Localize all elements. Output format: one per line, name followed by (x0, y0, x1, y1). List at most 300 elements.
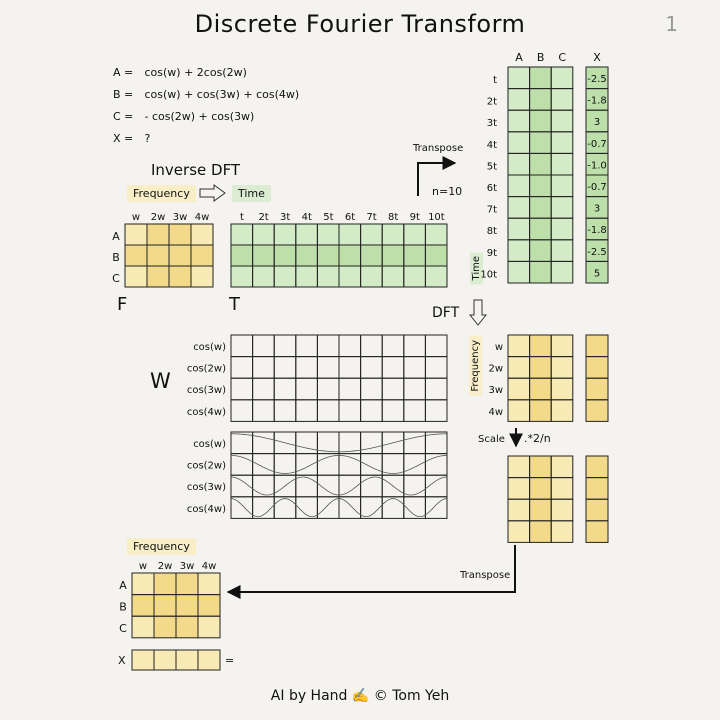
w-matrix-cell (361, 400, 383, 422)
time-label-vertical: Time (470, 252, 483, 284)
x-result-row-cell (132, 650, 154, 670)
wave-matrix-cell-border (404, 432, 426, 454)
result-matrix-cell (176, 573, 198, 595)
scaled-x-column-cell (586, 478, 608, 500)
w-matrix-cell-border (382, 335, 404, 357)
time-abc-matrix-cell (551, 218, 573, 240)
wave-matrix-cell-border (339, 497, 361, 519)
result-matrix-cell (154, 573, 176, 595)
time-abc-matrix-cell (508, 240, 530, 262)
w-matrix-cell (317, 335, 339, 357)
wave-matrix-cell (253, 475, 275, 497)
scaled-matrix-cell (508, 456, 530, 478)
w-matrix-cell-border (274, 400, 296, 422)
x-col-label: X (593, 51, 601, 64)
time-abc-matrix-cell (530, 110, 552, 132)
right-row-label: 4t (486, 139, 497, 151)
w-matrix-cell (425, 357, 447, 379)
w-matrix-cell (274, 400, 296, 422)
wave-matrix-cell (231, 497, 253, 519)
wave-matrix-cell-border (404, 475, 426, 497)
w-matrix-cell-border (361, 400, 383, 422)
wave-matrix-cell (296, 454, 318, 476)
time-abc-matrix-cell (551, 153, 573, 175)
n-label: n=10 (432, 185, 463, 198)
wave-matrix-cell-border (296, 454, 318, 476)
w-matrix-cell-border (404, 357, 426, 379)
wave-matrix-cell-border (253, 475, 275, 497)
dft-down-arrow (470, 300, 486, 325)
freq-x-column-cell (586, 335, 608, 357)
t-matrix-cell (382, 224, 404, 245)
t-matrix-cell (231, 224, 253, 245)
wave-matrix-cell-border (361, 454, 383, 476)
f-row-label: A (112, 230, 120, 243)
x-value: -2.5 (587, 246, 607, 258)
result-matrix-cell (198, 595, 220, 617)
t-matrix-cell (382, 266, 404, 287)
right-row-label: 6t (486, 183, 497, 194)
t-matrix-cell (253, 224, 275, 245)
t-matrix-cell (296, 266, 318, 287)
time-abc-matrix-cell (551, 89, 573, 111)
w-matrix-cell (317, 400, 339, 422)
scale-label: Scale (478, 434, 505, 445)
wave-matrix-cell-border (404, 454, 426, 476)
right-col-label: C (558, 51, 567, 64)
result-matrix-cell (176, 595, 198, 617)
w-matrix-cell-border (382, 378, 404, 400)
time-abc-matrix-cell (551, 67, 573, 89)
w-matrix-cell-border (317, 335, 339, 357)
scaled-matrix-cell (551, 499, 573, 521)
scaled-matrix-cell (551, 478, 573, 500)
freq-row-label: 2w (488, 363, 503, 375)
wave-matrix-cell (404, 454, 426, 476)
wave-row-label: cos(2w) (186, 460, 226, 472)
w-matrix-cell-border (231, 378, 253, 400)
t-col-label: 10t (428, 212, 445, 223)
result-matrix-cell (132, 616, 154, 638)
w-matrix-cell-border (404, 400, 426, 422)
wave-matrix-cell (382, 454, 404, 476)
transpose-label-top: Transpose (413, 143, 464, 154)
scaled-matrix-cell (530, 521, 552, 543)
wave-matrix-cell-border (382, 497, 404, 519)
wave-row-label: cos(3w) (186, 482, 226, 494)
freq-x-column-cell (586, 378, 608, 400)
w-matrix-cell (425, 378, 447, 400)
scaled-matrix-cell (508, 521, 530, 543)
x-value: -1.0 (587, 160, 607, 172)
f-col-label: 4w (194, 212, 210, 223)
w-matrix-cell (253, 378, 275, 400)
w-matrix-cell-border (296, 400, 318, 422)
freq-to-time-arrow (200, 185, 225, 201)
w-matrix-cell-border (382, 400, 404, 422)
transpose-label-bottom: Transpose (460, 570, 511, 581)
x-value: 3 (593, 203, 601, 215)
w-matrix-cell-border (425, 357, 447, 379)
right-col-label: B (536, 51, 545, 64)
wave-row-label: cos(w) (193, 439, 226, 450)
f-col-label: w (131, 212, 141, 223)
w-matrix-cell-border (339, 335, 361, 357)
t-col-label: 2t (258, 212, 269, 223)
result-matrix-cell (154, 595, 176, 617)
result-matrix-cell (176, 616, 198, 638)
w-matrix-cell (404, 357, 426, 379)
w-matrix-label: W (150, 369, 171, 393)
w-matrix-cell-border (253, 400, 275, 422)
w-matrix-cell-border (361, 357, 383, 379)
w-matrix-cell-border (274, 335, 296, 357)
f-row-label: B (112, 251, 120, 264)
right-row-label: 5t (486, 161, 497, 173)
result-col-label: 2w (157, 561, 173, 572)
frequency-label-bottom: Frequency (127, 538, 196, 555)
t-matrix-cell (404, 266, 426, 287)
w-matrix-cell (382, 357, 404, 379)
result-row-label: A (119, 579, 127, 592)
t-matrix-cell (317, 224, 339, 245)
t-matrix-cell (404, 245, 426, 266)
time-abc-matrix-cell (551, 261, 573, 283)
wave-matrix-cell (339, 497, 361, 519)
wave-matrix-cell (274, 497, 296, 519)
equals-sign: = (225, 654, 235, 667)
right-row-label: 3t (486, 118, 497, 130)
w-matrix-cell-border (339, 378, 361, 400)
w-matrix-cell-border (231, 400, 253, 422)
x-value: 3 (593, 117, 601, 129)
t-matrix-cell (361, 266, 383, 287)
t-matrix-cell (339, 224, 361, 245)
scaled-matrix-cell (530, 456, 552, 478)
w-matrix-cell-border (404, 378, 426, 400)
w-matrix-cell-border (425, 378, 447, 400)
t-col-label: 8t (388, 212, 399, 223)
x-result-row-cell (176, 650, 198, 670)
wave-matrix-cell-border (296, 432, 318, 454)
freq-abc-matrix-cell (508, 378, 530, 400)
t-matrix-cell (253, 245, 275, 266)
w-matrix-cell (339, 357, 361, 379)
t-matrix-cell (361, 245, 383, 266)
f-matrix-cell (191, 224, 213, 245)
w-matrix-cell (339, 378, 361, 400)
right-row-label: t (493, 75, 497, 86)
page-number: 1 (665, 12, 678, 36)
transpose-arrow-top (418, 163, 455, 196)
t-matrix-cell (317, 266, 339, 287)
time-abc-matrix-cell (508, 153, 530, 175)
x-value: -1.8 (587, 95, 607, 107)
result-col-label: 4w (201, 561, 217, 572)
w-matrix-cell (382, 335, 404, 357)
t-col-label: 9t (409, 212, 420, 223)
f-matrix-label: F (117, 294, 128, 315)
x-value: -2.5 (587, 74, 607, 85)
time-abc-matrix-cell (551, 175, 573, 197)
inverse-dft-label: Inverse DFT (151, 161, 241, 179)
scaled-x-column-cell (586, 499, 608, 521)
w-matrix-cell (253, 335, 275, 357)
wave-matrix-cell (361, 475, 383, 497)
wave-matrix-cell-border (274, 454, 296, 476)
equation-x: X = ? (113, 132, 151, 145)
wave-matrix-cell (317, 497, 339, 519)
result-row-label: B (119, 600, 127, 614)
wave-matrix-cell-border (361, 475, 383, 497)
scaled-x-column-cell (586, 521, 608, 543)
wave-matrix-cell (253, 454, 275, 476)
freq-row-label: w (494, 342, 503, 353)
w-matrix-cell (296, 400, 318, 422)
t-col-label: 5t (323, 212, 334, 223)
wave-matrix-cell (253, 432, 275, 454)
w-matrix-cell (296, 357, 318, 379)
w-matrix-cell (253, 357, 275, 379)
freq-abc-matrix-cell (530, 335, 552, 357)
w-matrix-cell-border (339, 400, 361, 422)
w-matrix-cell (317, 378, 339, 400)
time-abc-matrix-cell (508, 261, 530, 283)
time-abc-matrix-cell (508, 218, 530, 240)
dft-label: DFT (432, 305, 460, 321)
result-matrix-cell (198, 616, 220, 638)
t-matrix-cell (231, 266, 253, 287)
w-matrix-cell (317, 357, 339, 379)
time-abc-matrix-cell (508, 110, 530, 132)
w-matrix-cell (339, 400, 361, 422)
time-abc-matrix-cell (530, 132, 552, 154)
w-matrix-cell (274, 378, 296, 400)
f-row-label: C (112, 272, 120, 285)
w-matrix-cell (382, 400, 404, 422)
w-matrix-cell-border (361, 335, 383, 357)
w-matrix-cell (231, 335, 253, 357)
w-matrix-cell (296, 378, 318, 400)
f-matrix-cell (147, 224, 169, 245)
wave-matrix-cell-border (296, 475, 318, 497)
f-matrix-cell (125, 224, 147, 245)
freq-x-column-cell (586, 400, 608, 422)
t-matrix-label: T (229, 294, 240, 315)
transpose-arrow-bottom (228, 545, 515, 592)
freq-abc-matrix-cell (530, 378, 552, 400)
freq-abc-matrix-cell (508, 357, 530, 379)
w-matrix-cell-border (382, 357, 404, 379)
w-matrix-cell (231, 378, 253, 400)
wave-matrix-cell (404, 432, 426, 454)
t-col-label: 7t (366, 212, 377, 223)
freq-abc-matrix-cell (551, 335, 573, 357)
w-matrix-cell (404, 378, 426, 400)
page-title: Discrete Fourier Transform (194, 10, 526, 38)
t-matrix-cell (317, 245, 339, 266)
w-matrix-cell-border (404, 335, 426, 357)
x-row-label: X (118, 654, 126, 667)
w-matrix-cell (404, 335, 426, 357)
f-matrix-cell (125, 245, 147, 266)
result-matrix-cell (132, 573, 154, 595)
right-row-label: 7t (486, 204, 497, 216)
w-matrix-cell-border (361, 378, 383, 400)
x-value: -0.7 (587, 182, 607, 193)
freq-abc-matrix-cell (530, 357, 552, 379)
w-matrix-cell (296, 335, 318, 357)
f-matrix-cell (147, 245, 169, 266)
f-matrix-cell (169, 245, 191, 266)
freq-abc-matrix-cell (551, 357, 573, 379)
x-value: 5 (593, 268, 601, 280)
t-matrix-cell (296, 245, 318, 266)
result-matrix-cell (198, 573, 220, 595)
frequency-label-top: Frequency (127, 185, 196, 202)
equation-c: C = - cos(2w) + cos(3w) (113, 110, 255, 123)
t-matrix-cell (274, 266, 296, 287)
x-result-row-cell (198, 650, 220, 670)
time-abc-matrix-cell (508, 132, 530, 154)
freq-abc-matrix-cell (530, 400, 552, 422)
w-row-label: cos(2w) (186, 363, 226, 375)
w-matrix-cell (253, 400, 275, 422)
time-abc-matrix-cell (530, 240, 552, 262)
w-matrix-cell-border (253, 335, 275, 357)
wave-row-label: cos(4w) (186, 503, 226, 515)
w-matrix-cell (361, 335, 383, 357)
t-matrix-cell (296, 224, 318, 245)
w-matrix-cell-border (425, 400, 447, 422)
wave-matrix-cell-border (231, 497, 253, 519)
time-abc-matrix-cell (530, 89, 552, 111)
f-matrix-cell (191, 245, 213, 266)
result-col-label: w (138, 561, 148, 572)
wave-matrix-cell-border (253, 432, 275, 454)
right-row-label: 2t (486, 96, 497, 108)
x-result-row-cell (154, 650, 176, 670)
x-value: -1.8 (587, 225, 607, 237)
w-matrix-cell-border (253, 378, 275, 400)
time-abc-matrix-cell (508, 175, 530, 197)
wave-matrix-cell (361, 454, 383, 476)
t-matrix-cell (274, 245, 296, 266)
w-matrix-cell-border (231, 335, 253, 357)
wave-matrix-cell (382, 497, 404, 519)
t-matrix-cell (339, 245, 361, 266)
t-col-label: 6t (344, 212, 356, 223)
w-matrix-cell-border (425, 335, 447, 357)
t-col-label: 3t (280, 212, 291, 223)
time-abc-matrix-cell (508, 67, 530, 89)
f-matrix-cell (169, 224, 191, 245)
time-abc-matrix-cell (530, 197, 552, 219)
wave-matrix-cell (404, 475, 426, 497)
w-matrix-cell (274, 357, 296, 379)
result-row-label: C (119, 622, 127, 636)
w-matrix-cell (404, 400, 426, 422)
w-matrix-cell-border (296, 335, 318, 357)
wave-matrix-cell-border (425, 497, 447, 519)
right-row-label: 10t (480, 269, 497, 281)
wave-matrix-cell-border (317, 497, 339, 519)
result-col-label: 3w (179, 561, 195, 572)
scaled-matrix-cell (551, 521, 573, 543)
right-row-label: 8t (486, 226, 497, 238)
t-matrix-cell (425, 224, 447, 245)
time-abc-matrix-cell (508, 89, 530, 111)
freq-abc-matrix-cell (508, 400, 530, 422)
scaled-x-column-cell (586, 456, 608, 478)
w-row-label: cos(4w) (186, 406, 226, 418)
time-abc-matrix-cell (551, 197, 573, 219)
f-matrix-cell (125, 266, 147, 287)
x-value: -0.7 (587, 138, 607, 150)
w-matrix-cell (274, 335, 296, 357)
t-matrix-cell (425, 245, 447, 266)
wave-matrix-cell-border (361, 432, 383, 454)
f-col-label: 2w (150, 212, 166, 223)
f-matrix-cell (169, 266, 191, 287)
equation-b: B = cos(w) + cos(3w) + cos(4w) (113, 88, 300, 101)
w-matrix-cell (361, 357, 383, 379)
frequency-label-vertical: Frequency (469, 336, 482, 396)
w-matrix-cell (231, 357, 253, 379)
t-matrix-cell (339, 266, 361, 287)
w-row-label: cos(w) (193, 342, 226, 353)
wave-matrix-cell (274, 454, 296, 476)
wave-matrix-cell-border (253, 454, 275, 476)
wave-matrix-cell (425, 497, 447, 519)
w-matrix-cell (425, 335, 447, 357)
time-abc-matrix-cell (508, 197, 530, 219)
time-abc-matrix-cell (551, 110, 573, 132)
f-matrix-cell (147, 266, 169, 287)
w-matrix-cell-border (274, 378, 296, 400)
wave-matrix-cell (296, 432, 318, 454)
t-matrix-cell (231, 245, 253, 266)
time-abc-matrix-cell (530, 218, 552, 240)
wave-matrix-cell-border (274, 497, 296, 519)
w-matrix-cell-border (317, 378, 339, 400)
f-col-label: 3w (172, 212, 188, 223)
w-matrix-cell-border (317, 357, 339, 379)
time-abc-matrix-cell (551, 240, 573, 262)
freq-abc-matrix-cell (551, 378, 573, 400)
scaled-matrix-cell (508, 499, 530, 521)
t-matrix-cell (274, 224, 296, 245)
wave-matrix-cell (296, 475, 318, 497)
right-row-label: 9t (486, 247, 497, 259)
f-matrix-cell (191, 266, 213, 287)
w-matrix-cell-border (339, 357, 361, 379)
w-matrix-cell (361, 378, 383, 400)
footer-credit: AI by Hand ✍️ © Tom Yeh (270, 688, 450, 704)
time-abc-matrix-cell (551, 132, 573, 154)
t-matrix-cell (382, 245, 404, 266)
freq-abc-matrix-cell (508, 335, 530, 357)
time-label-top: Time (232, 185, 271, 202)
t-col-label: t (240, 212, 244, 223)
freq-x-column-cell (586, 357, 608, 379)
freq-row-label: 4w (488, 406, 503, 418)
time-abc-matrix-cell (530, 67, 552, 89)
time-abc-matrix-cell (530, 261, 552, 283)
scaled-matrix-cell (508, 478, 530, 500)
scaled-matrix-cell (530, 499, 552, 521)
equation-a: A = cos(w) + 2cos(2w) (113, 66, 247, 79)
